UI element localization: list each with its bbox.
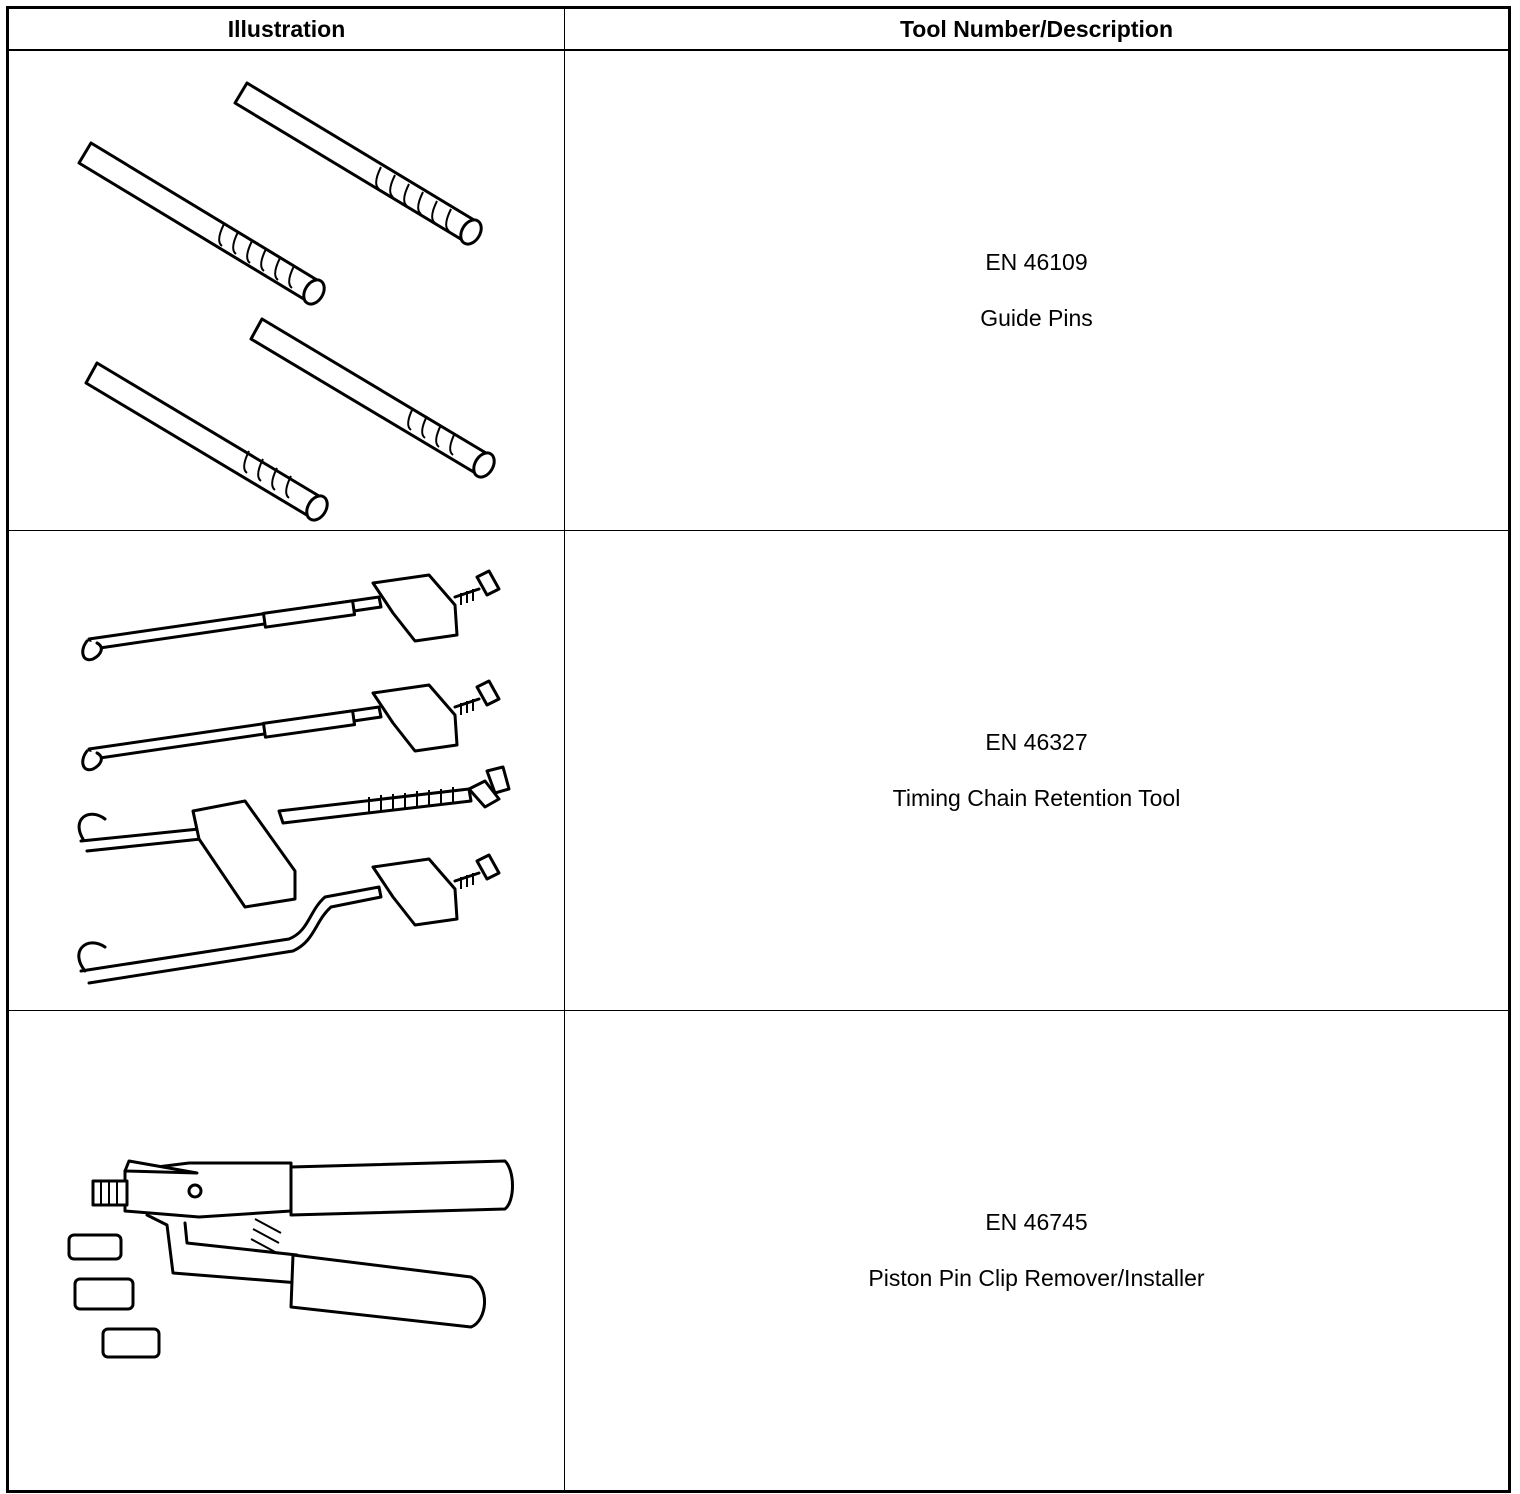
piston-pin-clip-tool-illustration: [9, 1011, 566, 1490]
pliers-tool: [93, 1161, 513, 1327]
guide-pins-illustration: [9, 51, 566, 530]
pin-sleeve: [75, 1279, 133, 1309]
illustration-cell: [8, 531, 565, 1011]
retention-tool: [83, 571, 499, 660]
table-row: [8, 531, 1510, 1011]
description-cell: [565, 1011, 1510, 1492]
guide-pin: [235, 83, 485, 248]
header-description: Tool Number/Description: [565, 8, 1510, 51]
tool-number: EN 46745: [985, 1208, 1088, 1235]
tool-description: Guide Pins: [980, 304, 1093, 331]
table-row: [8, 1011, 1510, 1492]
special-tools-table: [6, 6, 1511, 1493]
tool-description: Piston Pin Clip Remover/Installer: [868, 1264, 1205, 1291]
table-header-row: [8, 8, 1510, 51]
guide-pin: [251, 319, 498, 481]
guide-pin: [79, 143, 328, 308]
illustration-cell: [8, 1011, 565, 1492]
table-row: [8, 50, 1510, 531]
pin-sleeve: [103, 1329, 159, 1357]
timing-chain-retention-tool-illustration: [9, 531, 566, 1010]
description-cell: [565, 531, 1510, 1011]
guide-pin: [86, 363, 331, 524]
pin-sleeve: [69, 1235, 121, 1259]
illustration-cell: [8, 50, 565, 531]
retention-tool: [83, 681, 499, 770]
header-illustration: Illustration: [8, 8, 565, 51]
description-cell: [565, 50, 1510, 531]
tool-number: EN 46109: [985, 248, 1088, 275]
tool-description: Timing Chain Retention Tool: [892, 784, 1181, 811]
tool-number: EN 46327: [985, 728, 1088, 755]
